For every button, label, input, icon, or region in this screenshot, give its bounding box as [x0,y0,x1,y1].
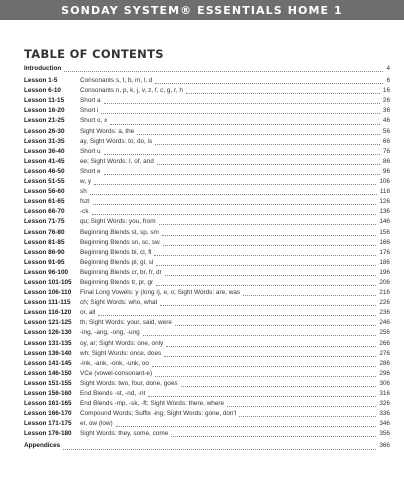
toc-row [24,207,390,217]
toc-row [24,177,390,187]
dot-leader [94,179,376,185]
lesson-range: Lesson 176-180 [24,430,72,438]
lesson-description: er, ow (low) [80,420,113,428]
lesson-range: Lesson 131-135 [24,339,72,347]
lesson-description: Short u [80,147,101,155]
dot-leader [93,199,377,205]
dot-leader [155,139,380,145]
toc-row [24,127,390,137]
lesson-range: Lesson 66-70 [24,208,65,216]
lesson-range: Lesson 146-150 [24,369,72,377]
lesson-description: ay, Sight Words: to, do, is [80,137,153,145]
lesson-range: Lesson 51-55 [24,178,65,186]
toc-row [24,86,390,96]
dot-leader [227,401,376,407]
lesson-description: th; Sight Words: your, said, were [80,319,172,327]
toc-row [24,419,390,429]
lesson-range: Lesson 136-140 [24,349,72,357]
dot-leader [104,149,380,155]
toc-page-number: 256 [379,329,390,337]
toc-page-number: 56 [382,127,390,135]
toc-heading: TABLE OF CONTENTS [24,47,164,61]
dot-leader [143,330,377,336]
lesson-range: Lesson 151-155 [24,379,72,387]
dot-leader [157,159,380,165]
lesson-range: Lesson 71-75 [24,218,65,226]
toc-page-number: 166 [379,238,390,246]
lesson-description: Beginning Blends tr, pr, gr [80,278,154,286]
dot-leader [110,119,380,125]
toc-entries [24,76,390,439]
toc-page-number: 176 [379,248,390,256]
dot-leader [159,219,377,225]
lesson-range: Lesson 26-30 [24,127,65,135]
lesson-description: qu; Sight Words: you, from [80,218,156,226]
lesson-range: Lesson 6-10 [24,87,61,95]
header-bar [0,0,404,20]
toc-row [24,409,390,419]
toc-row [24,116,390,126]
toc-row [24,399,390,409]
lesson-range: Lesson 86-90 [24,248,65,256]
toc-page-number: 226 [379,299,390,307]
lesson-range: Lesson 126-130 [24,329,72,337]
lesson-description: Beginning Blends cr, br, fr, dr [80,268,162,276]
toc-row [24,429,390,439]
toc-page-number: 4 [386,65,390,72]
toc-row [24,157,390,167]
lesson-description: Compound Words; Suffix -ing; Sight Words: gone, don't [80,410,237,418]
lesson-range: Lesson 76-80 [24,228,65,236]
dot-leader [160,300,376,306]
lesson-range: Lesson 121-125 [24,319,72,327]
lesson-description: ee; Sight Words: I, of, and [80,157,154,165]
lesson-description: Short i [80,107,99,115]
lesson-range: Lesson 166-170 [24,410,72,418]
dot-leader [166,341,376,347]
toc-row [24,369,390,379]
dot-leader [156,260,376,266]
lesson-description: Sight Words: they, some, come [80,430,169,438]
dot-leader [156,280,376,286]
lesson-description: sh [80,188,87,196]
lesson-description: Final Long Vowels: y (long i), e, o; Sight Words: are, was [80,289,241,297]
lesson-range: Lesson 161-165 [24,400,72,408]
lesson-range: Lesson 56-60 [24,188,65,196]
lesson-range: Lesson 36-40 [24,147,65,155]
toc-page-number: 156 [379,228,390,236]
lesson-range: Lesson 101-105 [24,278,72,286]
toc-page-number: 206 [379,278,390,286]
toc-page-number: 66 [382,137,390,145]
toc-row [24,238,390,248]
dot-leader [155,78,383,84]
toc-page-number: 26 [382,97,390,105]
lesson-description: Sight Words: two, four, done, goes [80,379,178,387]
lesson-description: Short e [80,167,101,175]
dot-leader [162,230,376,236]
toc-page-number: 276 [379,349,390,357]
toc-row [24,96,390,106]
toc-row [24,187,390,197]
lesson-description: fszl [80,198,90,206]
toc-page-number: 126 [379,198,390,206]
toc-row [24,197,390,207]
dot-leader [63,444,376,450]
toc-page-number: 356 [379,430,390,438]
dot-leader [152,361,376,367]
toc-row [24,308,390,318]
toc-page-number: 86 [382,157,390,165]
lesson-range: Lesson 171-175 [24,420,72,428]
lesson-range: Lesson 91-95 [24,258,65,266]
toc-page-number: 6 [386,77,390,85]
dot-leader [239,411,376,417]
lesson-description: w, y [80,178,92,186]
lesson-description: oy, ar; Sight Words: one, only [80,339,164,347]
toc-page-number: 106 [379,178,390,186]
dot-leader [148,391,376,397]
dot-leader [164,351,376,357]
toc-row [24,228,390,238]
toc-page-number: 306 [379,379,390,387]
lesson-range: Lesson 111-115 [24,299,71,307]
toc-page-number: 216 [379,289,390,297]
dot-leader [155,371,376,377]
lesson-range: Lesson 11-15 [24,97,65,105]
toc-row [24,359,390,369]
toc-row [24,318,390,328]
toc-label: Appendices [24,442,61,450]
lesson-description: -ing, -ang, -ong, -ung [80,329,140,337]
dot-leader [101,108,379,114]
lesson-description: wh; Sight Words: once, does [80,349,162,357]
toc-page-number: 346 [379,420,390,428]
toc-row [24,76,390,86]
dot-leader [165,270,377,276]
dot-leader [171,431,376,437]
toc-page-number: 36 [382,107,390,115]
toc-row-introduction [24,64,390,74]
lesson-range: Lesson 21-25 [24,117,65,125]
lesson-description: Consonants n, p, k, j, v, z, f, c, g, r, h [80,87,183,95]
lesson-description: End Blends -mp, -sk, -ft; Sight Words: there, where [80,400,225,408]
document-title: SONDAY SYSTEM® ESSENTIALS HOME 1 [61,3,343,17]
lesson-description: Beginning Blends pl, gl, sl [80,258,154,266]
lesson-range: Lesson 81-85 [24,238,65,246]
lesson-range: Lesson 1-5 [24,77,58,85]
dot-leader [98,310,376,316]
toc-page-number: 236 [379,309,390,317]
toc-row [24,389,390,399]
lesson-description: Beginning Blends sn, sc, sw [80,238,160,246]
toc-page-number: 196 [379,268,390,276]
toc-row [24,258,390,268]
toc-row [24,248,390,258]
toc-page-number: 116 [379,188,390,196]
lesson-description: Beginning Blends st, sp, sm [80,228,159,236]
lesson-range: Lesson 106-110 [24,289,72,297]
toc-page-number: 136 [379,208,390,216]
toc-row [24,137,390,147]
lesson-range: Lesson 16-20 [24,107,65,115]
lesson-description: VCe (vowel-consonant-e) [80,369,153,377]
lesson-range: Lesson 46-50 [24,167,65,175]
toc-label: Introduction [24,65,62,72]
dot-leader [92,209,377,215]
dot-leader [154,250,376,256]
lesson-range: Lesson 116-120 [24,309,72,317]
lesson-description: or, all [80,309,96,317]
dot-leader [243,290,376,296]
toc-row-appendices [24,441,390,451]
toc-page-number: 96 [382,167,390,175]
lesson-range: Lesson 41-45 [24,157,65,165]
dot-leader [64,66,383,72]
toc-row [24,167,390,177]
toc-row [24,217,390,227]
toc-row [24,288,390,298]
lesson-description: -ck [80,208,89,216]
toc-page-number: 296 [379,369,390,377]
lesson-range: Lesson 156-160 [24,390,72,397]
dot-leader [181,381,377,387]
toc-page-number: 316 [379,390,390,397]
toc-page-number: 76 [382,147,390,155]
lesson-description: Short a [80,97,101,105]
dot-leader [163,240,377,246]
toc-row [24,339,390,349]
toc-page-number: 246 [379,319,390,327]
toc-page-number: 186 [379,258,390,266]
toc-row [24,349,390,359]
toc-page-number: 146 [379,218,390,226]
toc-page-number: 326 [379,400,390,408]
toc-row [24,328,390,338]
lesson-range: Lesson 96-100 [24,268,69,276]
toc-row [24,278,390,288]
toc-page-number: 16 [382,87,390,95]
lesson-description: Short o, x [80,117,108,125]
toc-page-number: 46 [382,117,390,125]
lesson-description: ch; Sight Words: who, what [80,299,158,307]
lesson-description: -ink, -ank, -onk, -unk, oo [80,359,149,367]
toc-page-number: 266 [379,339,390,347]
toc-page-number: 336 [379,410,390,418]
dot-leader [104,169,380,175]
lesson-description: Consonants s, t, b, m, l, d [80,77,153,85]
lesson-description: Sight Words: a, the [80,127,135,135]
lesson-description: End Blends -st, -nd, -nt [80,390,146,397]
lesson-description: Beginning Blends bl, cl, fl [80,248,152,256]
lesson-range: Lesson 31-35 [24,137,65,145]
dot-leader [137,129,380,135]
toc-row [24,379,390,389]
dot-leader [90,189,377,195]
dot-leader [186,88,380,94]
dot-leader [116,421,377,427]
toc-row [24,106,390,116]
lesson-range: Lesson 141-145 [24,359,72,367]
lesson-range: Lesson 61-65 [24,198,65,206]
dot-leader [175,320,376,326]
toc-page-number: 286 [379,359,390,367]
toc-row [24,268,390,278]
toc-row [24,298,390,308]
toc-page-number: 366 [379,442,390,450]
dot-leader [104,98,380,104]
toc-row [24,147,390,157]
toc-list [24,64,390,452]
